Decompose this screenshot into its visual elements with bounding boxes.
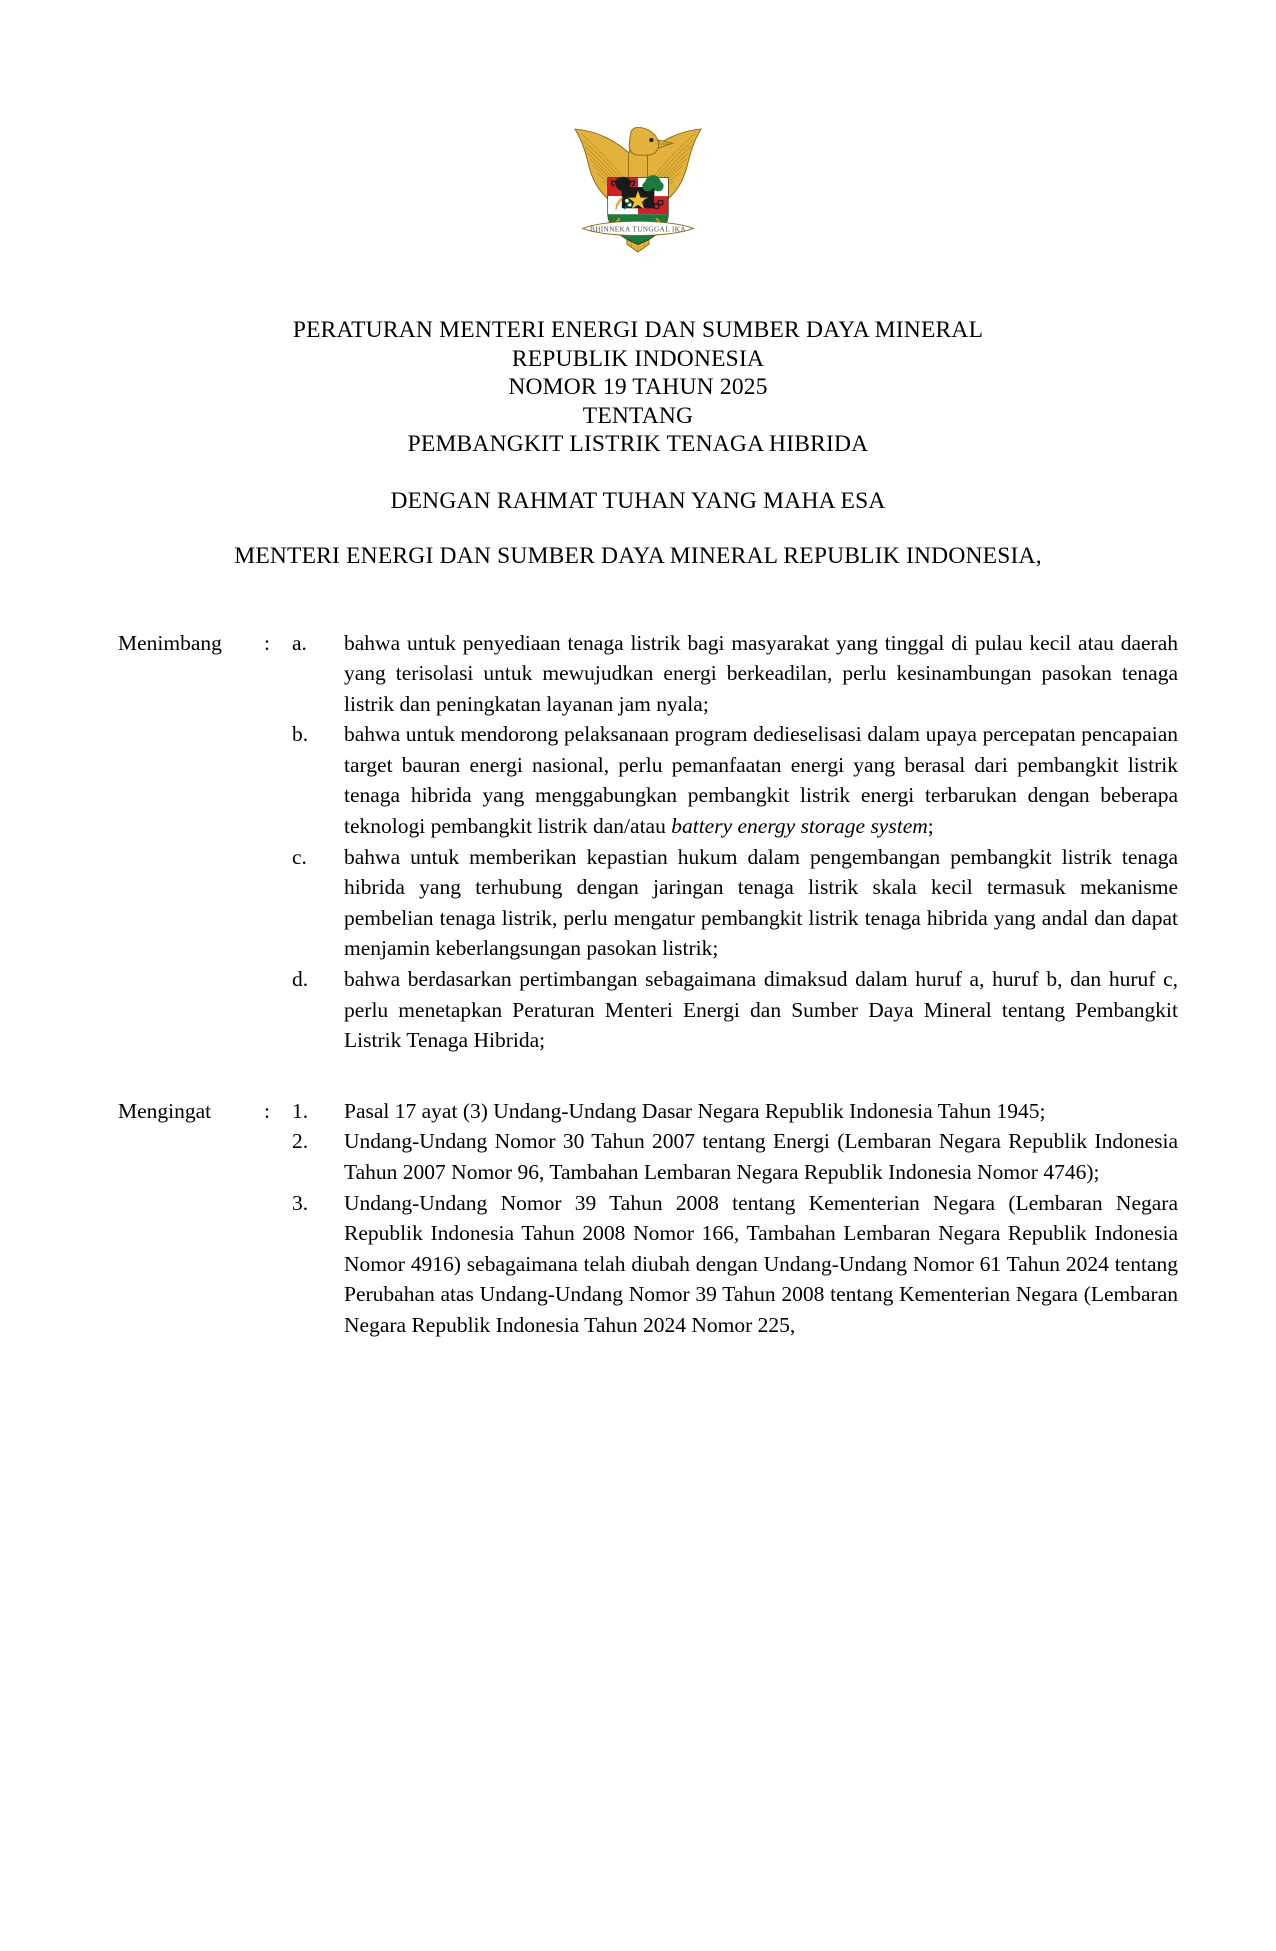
spacer	[0, 459, 1276, 487]
item-text: Undang-Undang Nomor 30 Tahun 2007 tentang Energi (Lembaran Negara Republik Indonesia Tahun 2007 Nomor 96, Tambahan Lembaran Negara Republik Indonesia Nomor 4746);	[344, 1129, 1178, 1184]
item-text: bahwa untuk penyediaan tenaga listrik bagi masyarakat yang tinggal di pulau kecil atau daerah yang terisolasi untuk mewujudkan energi berkeadilan, perlu kesinambungan pasokan tenaga listrik dan peningkatan layanan jam nyala;	[344, 630, 1178, 716]
spacer	[0, 515, 1276, 542]
item-marker: a.	[292, 630, 307, 655]
mengingat-item-2	[118, 1126, 1178, 1187]
emblem-container	[0, 0, 1276, 256]
item-marker: c.	[292, 844, 307, 869]
menimbang-section	[0, 628, 1276, 1056]
title-line-3-number: NOMOR 19 TAHUN 2025	[508, 374, 768, 400]
title-line-2: REPUBLIK INDONESIA	[511, 345, 765, 372]
item-text	[344, 719, 1178, 841]
item-marker: 1.	[292, 1098, 309, 1123]
menimbang-colon: :	[264, 630, 270, 655]
title-line-5-subject: PEMBANGKIT LISTRIK TENAGA HIBRIDA	[407, 431, 869, 457]
item-text: bahwa berdasarkan pertimbangan sebagaimana dimaksud dalam huruf a, huruf b, dan huruf c, perlu menetapkan Peraturan Menteri Energi dan Sumber Daya Mineral tentang Pembangkit Listrik Tenaga Hibrida;	[344, 967, 1178, 1053]
item-marker: 2.	[292, 1129, 309, 1154]
title-line-1: PERATURAN MENTERI ENERGI DAN SUMBER DAYA MINERAL	[292, 317, 984, 343]
item-text-before: bahwa untuk mendorong pelaksanaan program dedieselisasi dalam upaya percepatan pencapaian target bauran energi nasional, perlu pemanfaatan energi yang berasal dari pembangkit listrik tenaga hibrida yang menggabungkan pembangkit listrik energi terbarukan dengan beberapa teknologi pembangkit listrik dan/atau	[344, 722, 1178, 839]
issuing-authority-line: MENTERI ENERGI DAN SUMBER DAYA MINERAL REPUBLIK INDONESIA,	[234, 542, 1042, 569]
mengingat-item-3	[118, 1188, 1178, 1341]
mengingat-label: Mengingat	[118, 1098, 212, 1123]
blessing-line: DENGAN RAHMAT TUHAN YANG MAHA ESA	[390, 487, 886, 514]
menimbang-label: Menimbang	[118, 630, 222, 655]
mengingat-section	[0, 1096, 1276, 1341]
title-line-4-tentang: TENTANG	[582, 402, 694, 429]
item-marker: b.	[292, 722, 309, 747]
item-marker: 3.	[292, 1190, 309, 1215]
garuda-pancasila-emblem	[559, 118, 717, 256]
menimbang-item-a	[118, 628, 1178, 720]
item-text: Pasal 17 ayat (3) Undang-Undang Dasar Negara Republik Indonesia Tahun 1945;	[344, 1098, 1046, 1123]
menimbang-item-b	[118, 719, 1178, 841]
mengingat-item-1	[118, 1096, 1178, 1127]
item-marker: d.	[292, 967, 309, 992]
item-text: bahwa untuk memberikan kepastian hukum dalam pengembangan pembangkit listrik tenaga hibrida yang terhubung dengan jaringan tenaga listrik skala kecil termasuk mekanisme pembelian tenaga listrik, perlu mengatur pembangkit listrik tenaga hibrida yang andal dan dapat menjamin keberlangsungan pasokan listrik;	[344, 844, 1178, 961]
menimbang-item-c	[118, 842, 1178, 964]
item-text: Undang-Undang Nomor 39 Tahun 2008 tentang Kementerian Negara (Lembaran Negara Republik Indonesia Tahun 2008 Nomor 166, Tambahan Lembaran Negara Republik Indonesia Nomor 4916) sebagaimana telah diubah dengan Undang-Undang Nomor 61 Tahun 2024 tentang Perubahan atas Undang-Undang Nomor 39 Tahun 2008 tentang Kementerian Negara (Lembaran Negara Republik Indonesia Tahun 2024 Nomor 225,	[344, 1190, 1178, 1337]
svg-text:BHINNEKA TUNGGAL IKA: BHINNEKA TUNGGAL IKA	[590, 225, 686, 234]
mengingat-colon: :	[264, 1098, 270, 1123]
item-text-after: ;	[927, 814, 934, 839]
document-title-block	[0, 316, 1276, 459]
italic-term-bess: battery energy storage system	[671, 814, 928, 839]
menimbang-item-d	[118, 964, 1178, 1056]
